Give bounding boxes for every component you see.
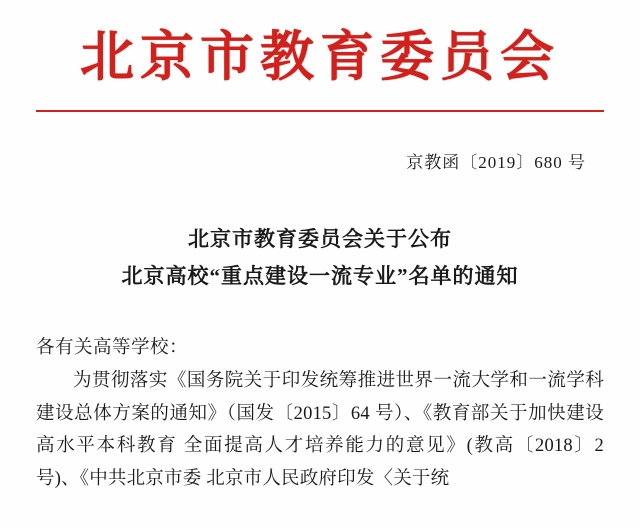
salutation: 各有关高等学校：: [36, 337, 189, 358]
masthead: [36, 0, 604, 88]
masthead-divider: [36, 110, 604, 112]
document-number: 京教函〔2019〕680 号: [406, 153, 586, 173]
issuing-authority-title: 北京市教育委员会: [80, 27, 560, 87]
body-paragraph-1: 为贯彻落实《国务院关于印发统筹推进世界一流大学和一流学科建设总体方案的通知》（国发〔2015〕64 号）、《教育部关于加快建设高水平本科教育 全面提高人才培养能力的意见》(教高〔2018〕2 号)、《中共北京市委 北京市人民政府印发〈关于统: [36, 370, 604, 490]
document-title-line-2: 北京高校“重点建设一流专业”名单的通知: [121, 263, 519, 288]
document-body: [36, 365, 604, 497]
document-title-line-1: 北京市教育委员会关于公布: [188, 227, 452, 252]
document-title: [36, 221, 604, 295]
page-bottom-edge: [0, 528, 640, 532]
